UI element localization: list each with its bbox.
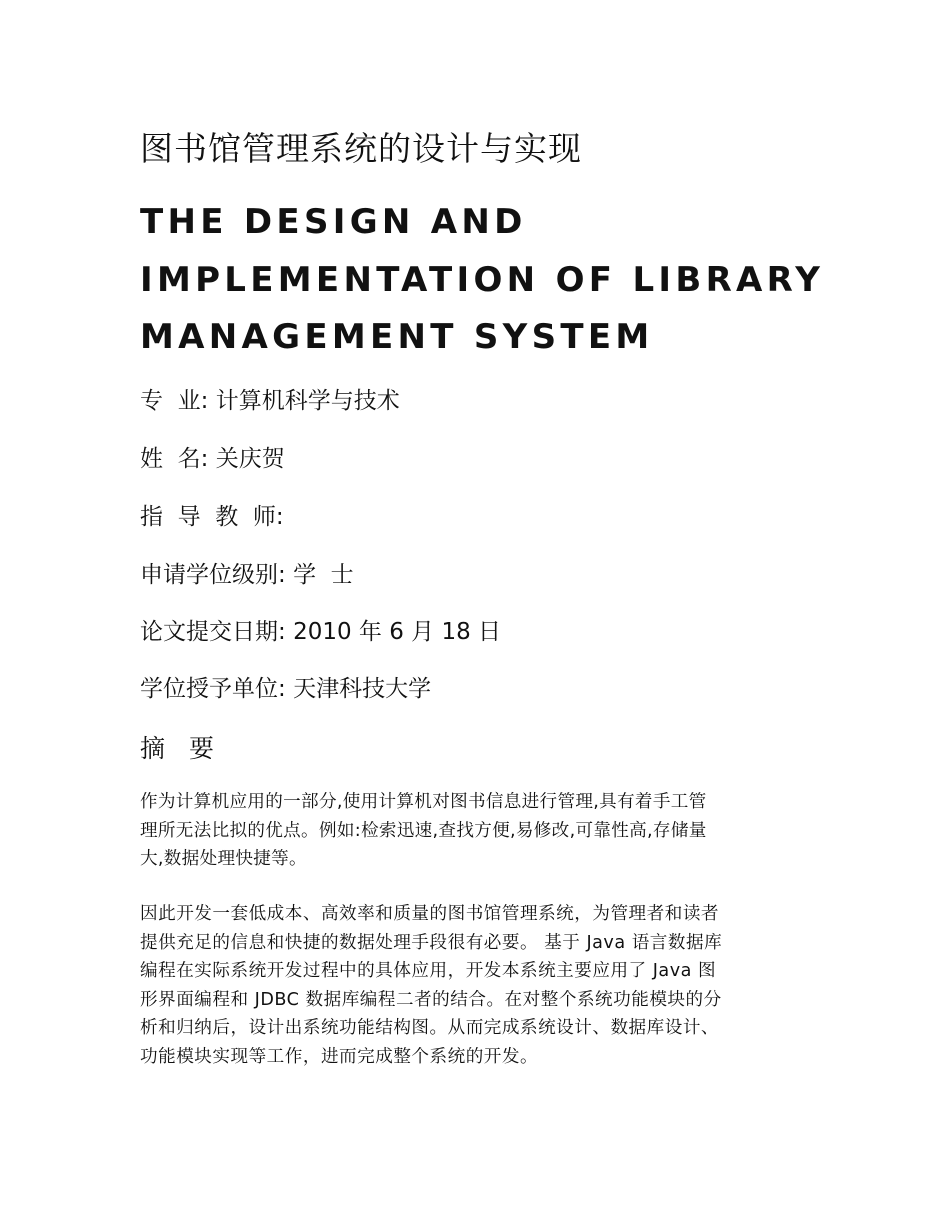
english-title-line: THE DESIGN AND: [140, 202, 527, 242]
paragraph-line: 形界面编程和 JDBC 数据库编程二者的结合。在对整个系统功能模块的分: [140, 989, 722, 1010]
paragraph-line: 大,数据处理快捷等。: [140, 849, 307, 870]
info-value: 2010 年 6 月 18 日: [293, 619, 502, 645]
info-label: 姓 名:: [140, 446, 209, 472]
paragraph-line: 理所无法比拟的优点。例如:检索迅速,查找方便,易修改,可靠性高,存储量: [140, 820, 707, 841]
info-row-submission-date: [140, 616, 501, 648]
chinese-title: 图书馆管理系统的设计与实现: [140, 129, 582, 168]
info-value: 计算机科学与技术: [215, 388, 400, 414]
info-row-degree-level: [140, 559, 354, 591]
info-label: 指 导 教 师:: [140, 504, 284, 530]
paragraph-line: 因此开发一套低成本、高效率和质量的图书馆管理系统，为管理者和读者: [140, 904, 720, 924]
paragraph-line: 编程在实际系统开发过程中的具体应用，开发本系统主要应用了 Java 图: [140, 961, 717, 982]
paragraph-line: 析和归纳后，设计出系统功能结构图。从而完成系统设计、数据库设计、: [140, 1018, 720, 1039]
info-row-advisor: [140, 501, 284, 533]
paragraph-line: 功能模块实现等工作，进而完成整个系统的开发。: [140, 1046, 539, 1067]
info-row-name: [140, 443, 285, 475]
info-label: 学位授予单位:: [140, 676, 286, 702]
paragraph-line: 作为计算机应用的一部分,使用计算机对图书信息进行管理,具有着手工管: [140, 792, 707, 812]
info-row-major: [140, 385, 400, 417]
abstract-paragraph: [140, 900, 812, 1072]
info-value: 学 士: [293, 562, 354, 588]
info-value: 关庆贺: [215, 446, 285, 472]
english-title: [140, 194, 825, 367]
english-title-line: IMPLEMENTATION OF LIBRARY: [140, 259, 825, 300]
info-label: 专 业:: [140, 388, 209, 414]
info-value: 天津科技大学: [293, 676, 432, 702]
abstract-paragraph: [140, 788, 812, 874]
english-title-line: MANAGEMENT SYSTEM: [140, 317, 654, 357]
info-row-university: [140, 673, 431, 705]
paragraph-line: 提供充足的信息和快捷的数据处理手段很有必要。 基于 Java 语言数据库: [140, 932, 723, 953]
info-label: 论文提交日期:: [140, 619, 286, 645]
info-label: 申请学位级别:: [140, 562, 286, 588]
abstract-heading: 摘 要: [140, 734, 222, 763]
